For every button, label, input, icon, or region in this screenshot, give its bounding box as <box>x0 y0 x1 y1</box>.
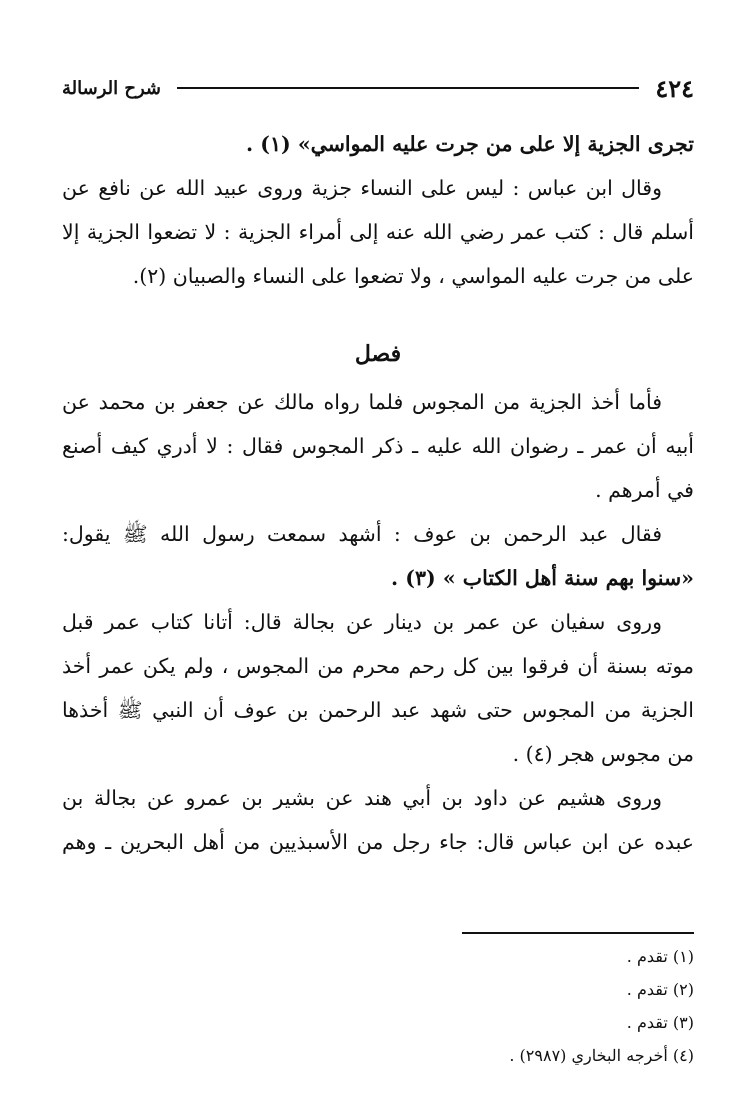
footnote: (٢) تقدم . <box>626 980 694 999</box>
header-rule <box>177 87 639 89</box>
running-title: شرح الرسالة <box>62 77 162 99</box>
section-heading: فصل <box>354 341 402 367</box>
quote-continuation-line: تجرى الجزية إلا على من جرت عليه المواسي» (١) . <box>246 131 694 156</box>
body-line: فأما أخذ الجزية من المجوس فلما رواه مالك عن جعفر بن محمد عن <box>62 389 662 414</box>
quote-line: «سنوا بهم سنة أهل الكتاب » (٣) . <box>391 565 694 590</box>
body-line: وقال ابن عباس : ليس على النساء جزية وروى عبيد الله عن نافع عن <box>62 175 662 200</box>
body-line: فقال عبد الرحمن بن عوف : أشهد سمعت رسول الله ﷺ يقول: <box>62 521 662 546</box>
footnote: (٤) أخرجه البخاري (٢٩٨٧) . <box>509 1046 694 1065</box>
footnotes <box>62 940 694 1072</box>
footnote-rule <box>462 932 694 934</box>
body-line: موته بسنة أن فرقوا بين كل رحم محرم من المجوس ، ولم يكن عمر أخذ <box>62 653 694 678</box>
body-line: وروى سفيان عن عمر بن دينار عن بجالة قال: أتانا كتاب عمر قبل <box>62 609 662 634</box>
body-line: الجزية من المجوس حتى شهد عبد الرحمن بن عوف أن النبي ﷺ أخذها <box>62 697 694 722</box>
body-line: أسلم قال : كتب عمر رضي الله عنه إلى أمراء الجزية : لا تضعوا الجزية إلا <box>62 219 694 244</box>
body-line: وروى هشيم عن داود بن أبي هند عن بشير بن عمرو عن بجالة بن <box>62 785 662 810</box>
footnote: (٣) تقدم . <box>626 1013 694 1032</box>
page-body <box>62 122 694 864</box>
body-line: على من جرت عليه المواسي ، ولا تضعوا على النساء والصبيان (٢). <box>132 263 694 288</box>
section-gap <box>62 298 694 328</box>
page-number: ٤٢٤ <box>655 73 694 103</box>
body-line: في أمرهم . <box>595 477 694 502</box>
body-line: أبيه أن عمر ـ رضوان الله عليه ـ ذكر المجوس فقال : لا أدري كيف أصنع <box>62 433 694 458</box>
body-line: عبده عن ابن عباس قال: جاء رجل من الأسبذيين من أهل البحرين ـ وهم <box>62 829 694 854</box>
page-header <box>62 70 694 106</box>
footnote: (١) تقدم . <box>626 947 694 966</box>
body-line: من مجوس هجر (٤) . <box>512 741 694 766</box>
